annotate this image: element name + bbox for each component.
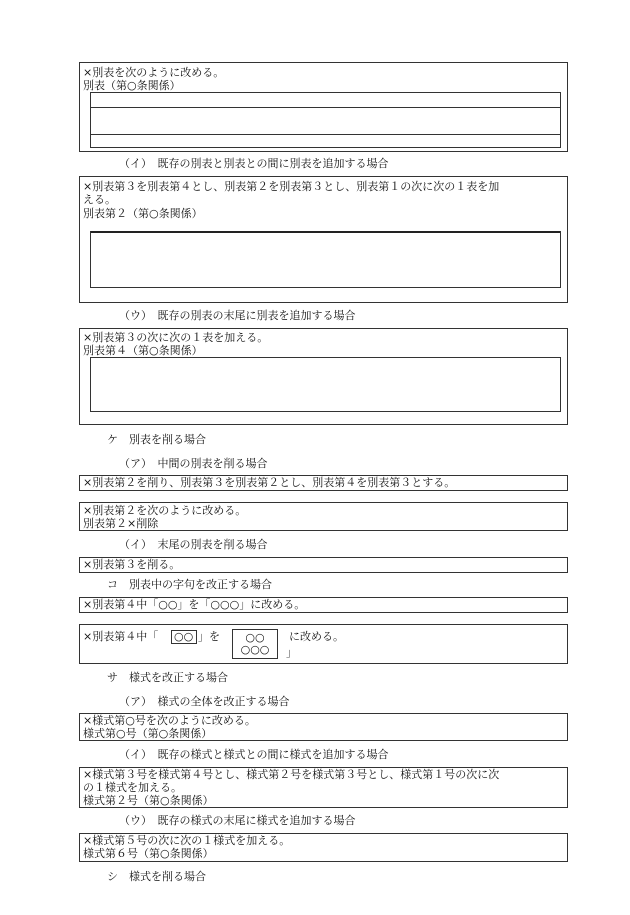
amendment-box-delete-last — [79, 557, 568, 573]
form-title: 様式第○号（第○条関係） — [83, 727, 213, 740]
amendment-box-replace-form — [79, 713, 568, 741]
table-title: 別表（第○条関係） — [83, 79, 181, 92]
table-row-divider — [91, 134, 560, 135]
instruction-prefix: ×別表第４中「 — [83, 630, 159, 643]
new-text-line: ○○ — [245, 631, 265, 644]
amendment-box-append-table — [79, 328, 568, 425]
instruction-text: ×別表第２を次のように改める。 — [83, 504, 247, 517]
section-heading: （イ） 既存の別表と別表との間に別表を追加する場合 — [119, 157, 389, 170]
instruction-text: ×別表を次のように改める。 — [83, 66, 225, 79]
new-text-line: ○○○ — [240, 643, 270, 656]
section-heading: （ウ） 既存の別表の末尾に別表を追加する場合 — [119, 309, 356, 322]
instruction-text: ×別表第３を削る。 — [83, 558, 181, 571]
new-text-box — [232, 629, 278, 659]
amendment-box-delete-middle — [79, 475, 568, 491]
amendment-box-text-change — [79, 597, 568, 613]
instruction-mid: 」を — [198, 630, 220, 643]
amendment-box-replace-table — [79, 62, 568, 152]
amendment-box-insert-form — [79, 767, 568, 808]
deletion-text: 別表第２×削除 — [83, 517, 159, 530]
table-top-rule — [91, 231, 560, 233]
table-row-divider — [91, 107, 560, 108]
table-placeholder — [90, 92, 561, 148]
instruction-text: ×別表第３の次に次の１表を加える。 — [83, 331, 269, 344]
section-heading: （イ） 既存の様式と様式との間に様式を追加する場合 — [119, 748, 389, 761]
instruction-text: ×別表第４中「○○」を「○○○」に改める。 — [83, 598, 306, 611]
section-heading: シ 様式を削る場合 — [107, 870, 206, 883]
old-text-box: ○○ — [171, 630, 197, 644]
table-placeholder — [90, 231, 561, 288]
section-heading: （ア） 中間の別表を削る場合 — [119, 457, 268, 470]
section-heading: （ウ） 既存の様式の末尾に様式を追加する場合 — [119, 814, 356, 827]
instruction-text-continued: える。 — [83, 193, 116, 206]
table-placeholder — [90, 357, 561, 412]
table-title: 別表第２（第○条関係） — [83, 207, 203, 220]
amendment-box-text-change-boxed — [79, 624, 568, 664]
instruction-text: ×別表第２を削り、別表第３を別表第２とし、別表第４を別表第３とする。 — [83, 476, 456, 489]
table-title: 別表第４（第○条関係） — [83, 344, 203, 357]
section-heading: コ 別表中の字句を改正する場合 — [107, 578, 272, 591]
instruction-text: ×様式第５号の次に次の１様式を加える。 — [83, 834, 291, 847]
section-heading: サ 様式を改正する場合 — [107, 671, 228, 684]
amendment-box-append-form — [79, 833, 568, 862]
section-heading: （イ） 末尾の別表を削る場合 — [119, 538, 268, 551]
instruction-suffix: に改める。 — [289, 630, 344, 643]
form-title: 様式第２号（第○条関係） — [83, 794, 214, 807]
instruction-text-continued: の１様式を加える。 — [83, 781, 182, 794]
form-title: 様式第６号（第○条関係） — [83, 847, 214, 860]
closing-bracket: 」 — [286, 646, 297, 659]
amendment-box-insert-table — [79, 176, 568, 303]
instruction-text: ×様式第○号を次のように改める。 — [83, 714, 256, 727]
instruction-text: ×様式第３号を様式第４号とし、様式第２号を様式第３号とし、様式第１号の次に次 — [83, 768, 500, 781]
section-heading: ケ 別表を削る場合 — [107, 433, 206, 446]
amendment-box-replace-with-deletion — [79, 502, 568, 531]
instruction-text: ×別表第３を別表第４とし、別表第２を別表第３とし、別表第１の次に次の１表を加 — [83, 180, 500, 193]
section-heading: （ア） 様式の全体を改正する場合 — [119, 695, 290, 708]
